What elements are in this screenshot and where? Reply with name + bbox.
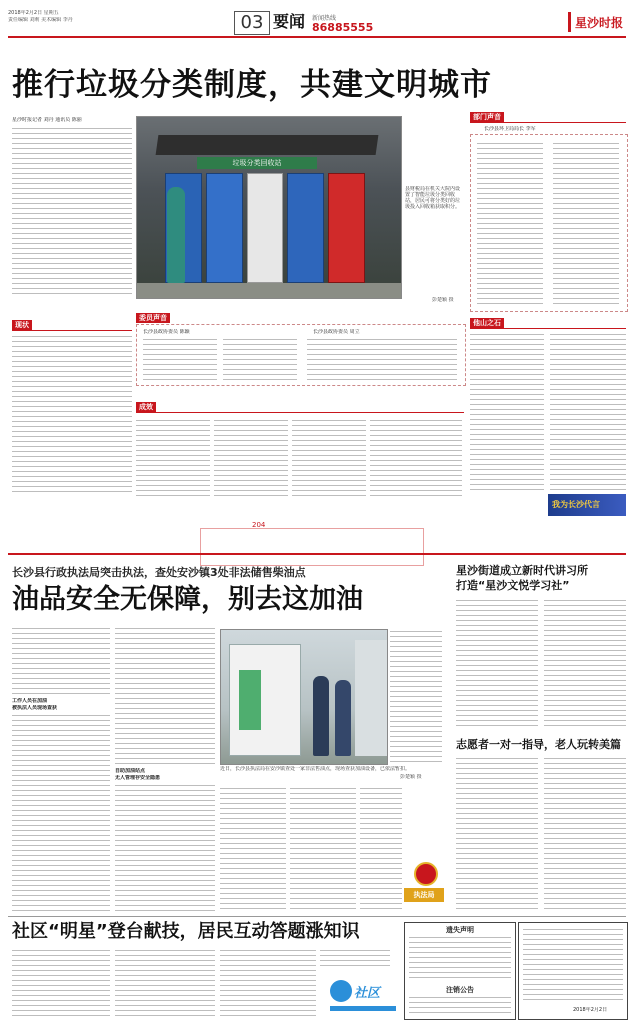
results-col-1 xyxy=(136,418,210,498)
story2-subhead-c: 自助加油站点 xyxy=(115,768,146,774)
bin-red xyxy=(328,173,365,283)
bin-blue xyxy=(287,173,324,283)
officer-figure xyxy=(313,676,329,756)
story2-photo xyxy=(220,629,388,765)
page-number: 03 xyxy=(234,11,270,35)
story2-subhead-b: 被执法人员现场查获 xyxy=(12,705,58,711)
story2-body-col-2b xyxy=(115,783,215,911)
story4-headline: 志愿者一对一指导，老人玩转美篇 xyxy=(456,738,621,751)
notice-text-3 xyxy=(523,927,623,1003)
section-divider xyxy=(8,916,626,917)
story2-subhead-a: 工作人员在加油 xyxy=(12,698,48,704)
story1-photo xyxy=(136,116,402,299)
community-logo-icon xyxy=(330,980,352,1002)
story1-body xyxy=(12,126,132,296)
building-wall xyxy=(355,640,387,756)
ad-banner xyxy=(548,494,626,516)
story1-headline: 推行垃圾分类制度，共建文明城市 xyxy=(12,67,492,103)
story5-col-3 xyxy=(220,948,316,1018)
story2-body-col-1b xyxy=(12,713,110,911)
other-col-2 xyxy=(550,332,626,490)
story4-col-2 xyxy=(544,756,626,911)
dept-voice-text xyxy=(477,141,543,305)
member-voice-text-a xyxy=(143,337,217,381)
story1-byline: 星沙时报记者 刘丹 通讯员 陈丽 xyxy=(12,117,82,123)
story1-photo-caption: 县财税局在机关大院内设置了智能垃圾分类回收站，居民可将分类好的垃圾投入回收箱获取积分。 xyxy=(405,186,461,210)
dept-voice-box xyxy=(470,134,628,312)
notice-text-1 xyxy=(409,935,511,981)
notice-text-2 xyxy=(409,995,511,1015)
station-panel xyxy=(239,670,261,730)
member-voice-byline-b: 长沙县政协委员 周立 xyxy=(313,329,360,335)
member-voice-box xyxy=(136,324,466,386)
story2-body-col-3 xyxy=(390,629,442,763)
dept-voice-label: 部门声音 xyxy=(470,112,504,122)
community-logo-text: 社区 xyxy=(354,986,381,1001)
badge-label: 执法局 xyxy=(404,888,444,902)
story3-col-1 xyxy=(456,598,538,730)
station-sign: 垃圾分类回收站 xyxy=(197,157,317,169)
community-logo xyxy=(330,976,400,1016)
brand-name: 星沙时报 xyxy=(575,16,624,30)
masthead xyxy=(8,8,626,38)
story3-headline-line1: 星沙街道成立新时代讲习所 xyxy=(456,564,588,577)
other-col-1 xyxy=(470,332,544,490)
status-label: 现状 xyxy=(12,320,32,330)
emblem-icon xyxy=(414,862,438,886)
stamp-number: 204 xyxy=(252,521,266,529)
story1-photo-credit: 彭楚颖 摄 xyxy=(432,297,454,303)
member-voice-text-b xyxy=(307,337,457,381)
member-voice-text-a2 xyxy=(223,337,297,381)
other-label: 他山之石 xyxy=(470,318,504,328)
bin-white xyxy=(247,173,284,283)
ad-banner-text: 我为长沙代言 xyxy=(552,500,600,509)
results-rule xyxy=(136,412,464,413)
status-body xyxy=(12,334,132,496)
hotline-number: 86885555 xyxy=(312,21,374,34)
story5-col-1 xyxy=(12,948,110,1018)
notice-title-1: 遗失声明 xyxy=(446,926,474,934)
story2-kicker: 长沙县行政执法局突击执法，查处安沙镇3处非法储售柴油点 xyxy=(12,566,306,579)
notice-box-1 xyxy=(404,922,516,1020)
story2-body-col-1 xyxy=(12,626,110,694)
dept-voice-rule xyxy=(470,122,626,123)
story2-badge xyxy=(404,862,444,910)
notice-box-2 xyxy=(518,922,628,1020)
community-logo-bar xyxy=(330,1006,396,1011)
story3-col-2 xyxy=(544,598,626,730)
stamp-box xyxy=(200,528,424,566)
person-figure xyxy=(167,187,185,283)
story2-body-col-5 xyxy=(290,786,356,911)
edition-line: 责任编辑 刘莉 美术编辑 李丹 xyxy=(8,17,73,23)
story2-body-col-6 xyxy=(360,786,402,911)
member-voice-label: 委员声音 xyxy=(136,313,170,323)
story2-body-col-2 xyxy=(115,626,215,766)
story3-headline xyxy=(456,563,626,593)
results-col-4 xyxy=(370,418,462,498)
status-rule xyxy=(12,330,132,331)
bin-blue xyxy=(206,173,243,283)
other-rule xyxy=(470,328,626,329)
bin-row xyxy=(165,173,365,283)
notice-title-2: 注销公告 xyxy=(446,986,474,994)
section-divider xyxy=(8,553,626,555)
hotline-label: 新闻热线 xyxy=(312,15,337,22)
photo-roof xyxy=(156,135,379,155)
results-col-3 xyxy=(292,418,366,498)
date-line: 2018年2月2日 星期五 xyxy=(8,10,59,16)
story3-headline-line2: 打造“星沙文悦学习社” xyxy=(456,579,570,592)
story2-photo-caption: 近日，长沙县执法局在安沙镇查处一家非法售油点，现场查获加油设备，已依法暂扣。 xyxy=(220,766,411,772)
story5-col-4 xyxy=(320,948,390,968)
results-label: 成效 xyxy=(136,402,156,412)
story4-col-1 xyxy=(456,756,538,911)
results-col-2 xyxy=(214,418,288,498)
notice-footer: 2018年2月2日 xyxy=(573,1007,608,1013)
dept-voice-byline: 长沙县环卫局局长 李军 xyxy=(484,126,536,132)
story2-subhead-d: 无人管理存安全隐患 xyxy=(115,775,161,781)
story5-col-2 xyxy=(115,948,215,1018)
dept-voice-text xyxy=(553,141,619,305)
brand-logo xyxy=(568,12,623,32)
story2-headline: 油品安全无保障，别去这加油 xyxy=(12,584,363,615)
story2-body-col-4 xyxy=(220,786,286,911)
story2-photo-credit: 彭楚颖 摄 xyxy=(400,774,422,780)
ground xyxy=(137,283,401,298)
officer-figure xyxy=(335,680,351,756)
member-voice-byline-a: 长沙县政协委员 陈颖 xyxy=(143,329,190,335)
story5-headline: 社区“明星”登台献技，居民互动答题涨知识 xyxy=(12,921,360,942)
section-title: 要闻 xyxy=(273,12,306,31)
